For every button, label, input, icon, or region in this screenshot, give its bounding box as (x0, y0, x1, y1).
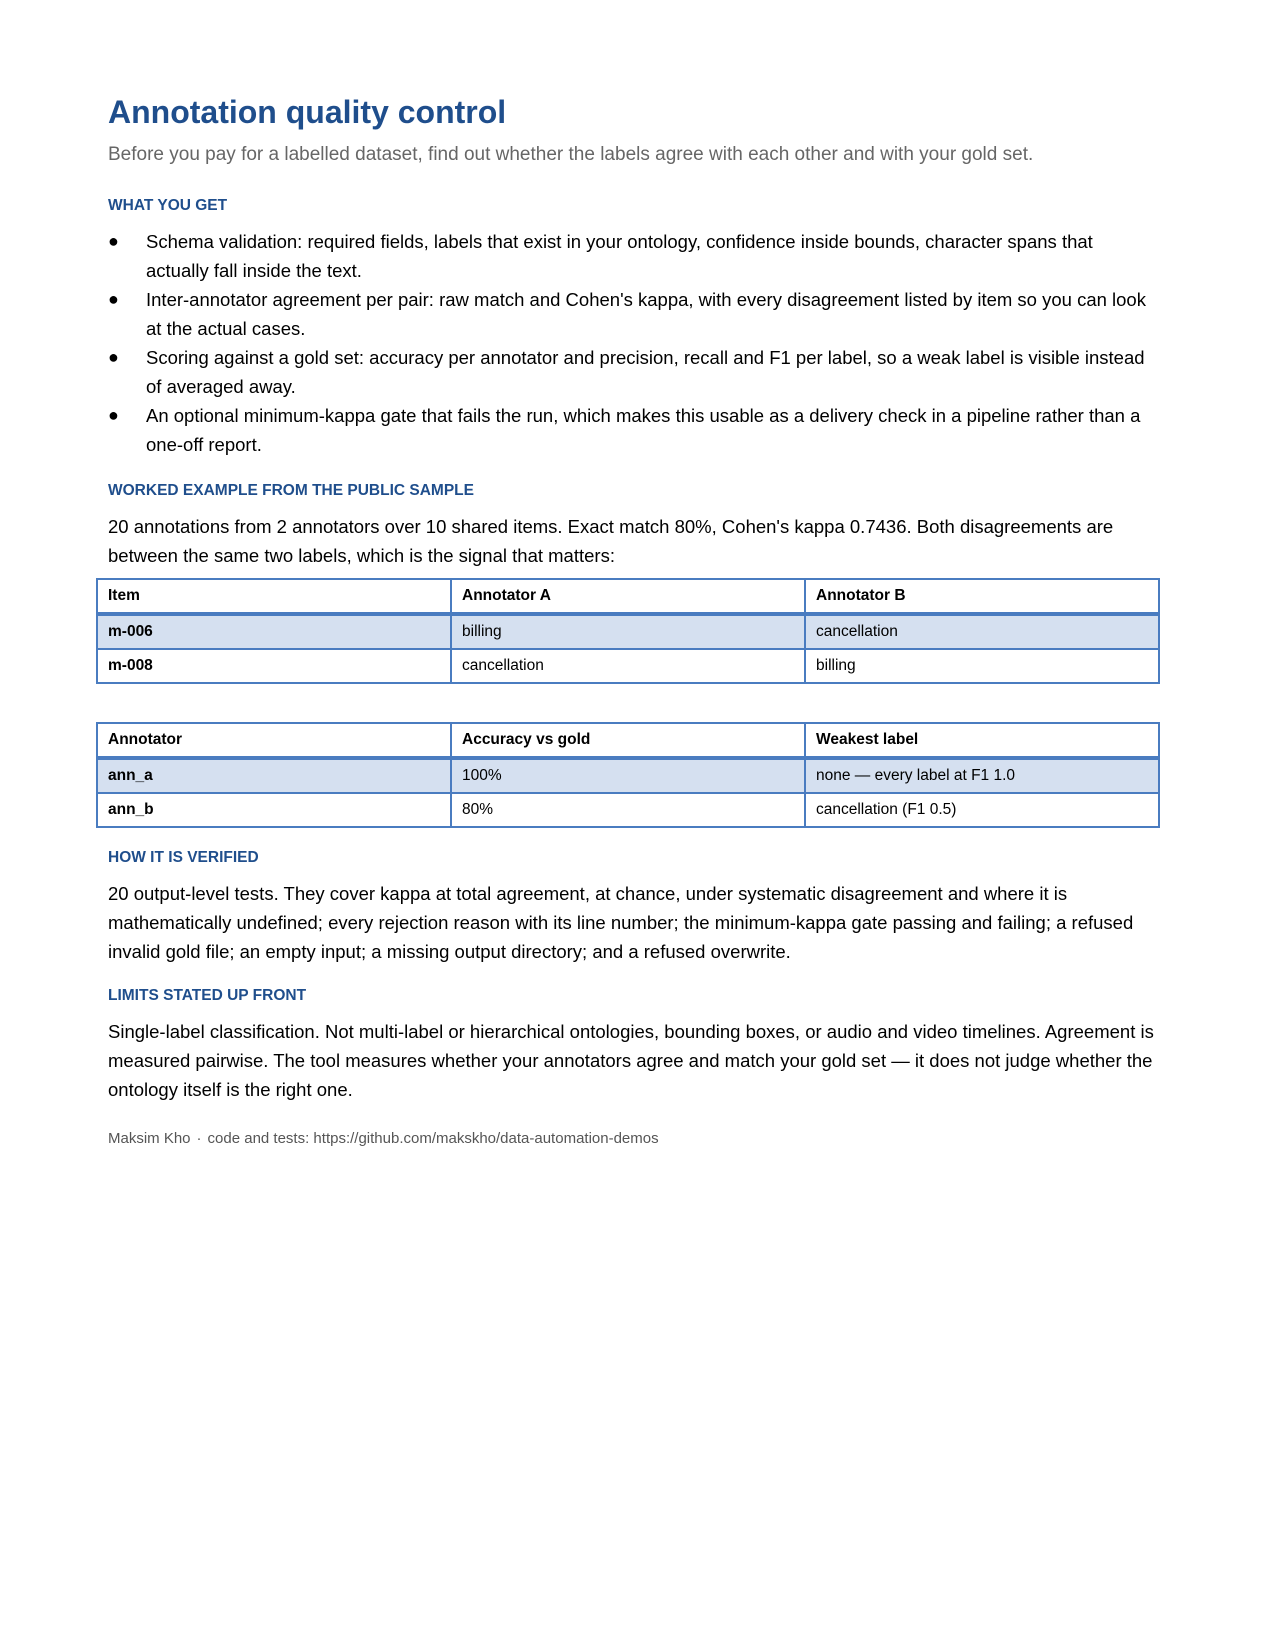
table-cell: cancellation (F1 0.5) (805, 793, 1159, 827)
how-verified-text: 20 output-level tests. They cover kappa at total agreement, at chance, under systematic disagreement and where it is mathematically undefined; every rejection reason with its line number; the minimum-kappa gate passing and failing; a refused invalid gold file; an empty input; a missing output directory; and a refused overwrite. (108, 883, 1134, 962)
table-cell: billing (451, 614, 805, 649)
table-row (97, 649, 1159, 683)
disagreement-table (96, 578, 1160, 684)
table-cell: 80% (451, 793, 805, 827)
table-cell: none — every label at F1 1.0 (805, 758, 1159, 793)
column-header: Weakest label (805, 723, 1159, 758)
footer-author: Maksim Kho (108, 1130, 191, 1147)
document-page (108, 92, 1160, 1149)
list-item-text: An optional minimum-kappa gate that fails the run, which makes this usable as a delivery check in a pipeline rather than a one-off report. (146, 405, 1141, 455)
table-row (97, 758, 1159, 793)
bullet-icon: ● (108, 289, 119, 309)
column-header: Annotator A (451, 579, 805, 614)
page-subtitle: Before you pay for a labelled dataset, find out whether the labels agree with each other and with your gold set. (108, 144, 1034, 165)
annotator-table (96, 722, 1160, 828)
section-heading-how-verified: HOW IT IS VERIFIED (108, 849, 259, 866)
list-item-text: Inter-annotator agreement per pair: raw match and Cohen's kappa, with every disagreement listed by item so you can look at the actual cases. (146, 289, 1146, 339)
list-item-text: Schema validation: required fields, labels that exist in your ontology, confidence inside bounds, character spans that actually fall inside the text. (146, 231, 1093, 281)
section-heading-limits: LIMITS STATED UP FRONT (108, 987, 307, 1004)
column-header: Annotator (97, 723, 451, 758)
list-item (108, 227, 1160, 285)
feature-list (108, 227, 1160, 459)
table-row (97, 793, 1159, 827)
page-title: Annotation quality control (108, 94, 507, 130)
table-cell: ann_b (97, 793, 451, 827)
bullet-icon: ● (108, 347, 119, 367)
list-item-text: Scoring against a gold set: accuracy per annotator and precision, recall and F1 per label, so a weak label is visible instead of averaged away. (146, 347, 1145, 397)
table-cell: ann_a (97, 758, 451, 793)
bullet-icon: ● (108, 405, 119, 425)
worked-example-text: 20 annotations from 2 annotators over 10 shared items. Exact match 80%, Cohen's kappa 0.7436. Both disagreements are between the same two labels, which is the signal that matters: (108, 516, 1114, 566)
list-item (108, 401, 1160, 459)
footer-separator: · (196, 1130, 202, 1147)
table-cell: billing (805, 649, 1159, 683)
table-cell: m-008 (97, 649, 451, 683)
footer-code-link[interactable]: code and tests: https://github.com/makskho/data-automation-demos (207, 1130, 659, 1147)
section-heading-worked-example: WORKED EXAMPLE FROM THE PUBLIC SAMPLE (108, 482, 474, 499)
list-item (108, 343, 1160, 401)
column-header: Accuracy vs gold (451, 723, 805, 758)
table-cell: cancellation (451, 649, 805, 683)
section-heading-what-you-get: WHAT YOU GET (108, 197, 228, 214)
column-header: Annotator B (805, 579, 1159, 614)
column-header: Item (97, 579, 451, 614)
limits-text: Single-label classification. Not multi-label or hierarchical ontologies, bounding boxes, or audio and video timelines. Agreement is measured pairwise. The tool measures whether your annotators agree and match your gold set — it does not judge whether the ontology itself is the right one. (108, 1021, 1154, 1100)
bullet-icon: ● (108, 231, 119, 251)
footer (108, 1129, 1160, 1149)
table-cell: m-006 (97, 614, 451, 649)
table-row (97, 614, 1159, 649)
table-cell: 100% (451, 758, 805, 793)
list-item (108, 285, 1160, 343)
table-header-row (97, 723, 1159, 758)
table-cell: cancellation (805, 614, 1159, 649)
table-header-row (97, 579, 1159, 614)
